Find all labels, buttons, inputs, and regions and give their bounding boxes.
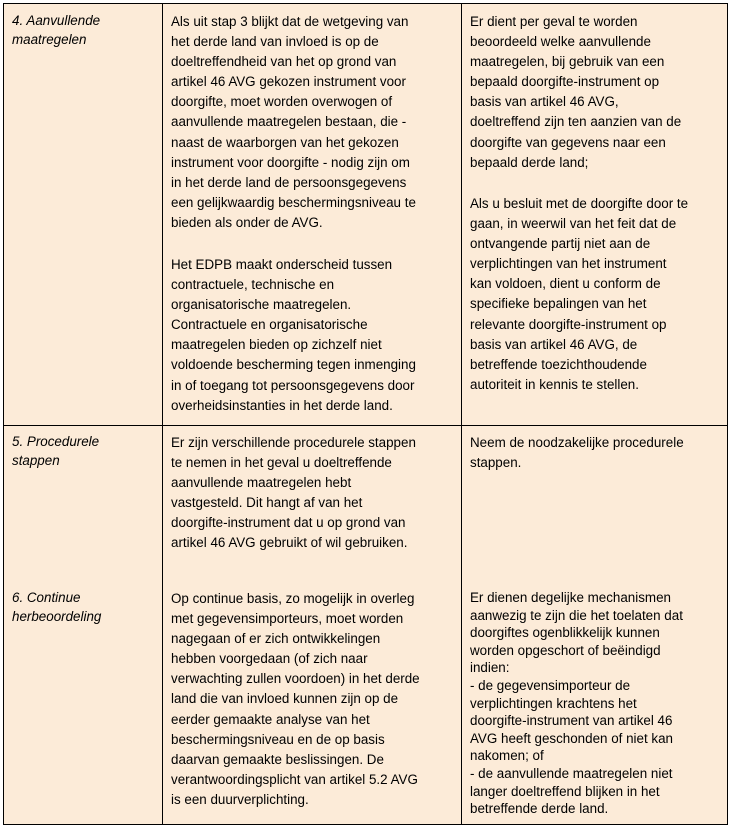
measures-table xyxy=(3,3,728,825)
row-description-continue-herbeoordeling: Op continue basis, zo mogelijk in overleg met gegevensimporteurs, moet worden nagegaan of er zich ontwikkelingen hebben voorgedaan (of zich naar verwachting zullen voordoen) in het derde land die van invloed kunnen zijn op de eerder gemaakte analyse van het beschermingsniveau en de op basis daarvan gemaakte beslissingen. De verantwoordingsplicht van artikel 5.2 AVG is een duurverplichting. xyxy=(171,591,420,807)
row-label-procedurele-stappen: 5. Procedurele stappen xyxy=(12,434,100,468)
column-divider xyxy=(461,4,462,824)
row-label-continue-herbeoordeling: 6. Continue herbeoordeling xyxy=(12,590,102,624)
row-action-procedurele-stappen: Neem de noodzakelijke procedurele stappen. xyxy=(470,435,684,471)
row-action-continue-herbeoordeling: Er dienen degelijke mechanismen aanwezig te zijn die het toelaten dat doorgiftes ogenblikkelijk kunnen worden opgeschort of beëindigd indien: - de gegevensimporteur de verplichtingen krachtens het doorgifte-instrument van artikel 46 AVG heeft geschonden of niet kan nakomen; of - de aanvullende maatregelen niet langer doeltreffend blijken in het betreffende derde land. xyxy=(470,590,683,817)
row-divider xyxy=(4,425,727,426)
column-divider xyxy=(162,4,163,824)
row-description-procedurele-stappen: Er zijn verschillende procedurele stappen te nemen in het geval u doeltreffende aanvullende maatregelen hebt vastgesteld. Dit hangt af van het doorgifte-instrument dat u op grond van artikel 46 AVG gebruikt of wil gebruiken. xyxy=(171,435,416,551)
row-description-aanvullende-maatregelen: Als uit stap 3 blijkt dat de wetgeving van het derde land van invloed is op de doeltreffendheid van het op grond van artikel 46 AVG gekozen instrument voor doorgifte, moet worden overwogen of aanvullende maatregelen bestaan, die - naast de waarborgen van het gekozen instrument voor doorgifte - nodig zijn om in het derde land de persoonsgegevens een gelijkwaardig beschermingsniveau te bieden als onder de AVG. xyxy=(171,14,416,230)
row-label-aanvullende-maatregelen: 4. Aanvullende maatregelen xyxy=(12,13,101,47)
row-action-toezichthoudende-autoriteit: Als u besluit met de doorgifte door te gaan, in weerwil van het feit dat de ontvangende partij niet aan de verplichtingen van het instrument kan voldoen, dient u conform de specifieke bepalingen van het relevante doorgifte-instrument op basis van artikel 46 AVG, de betreffende toezichthoudende autoriteit in kennis te stellen. xyxy=(470,196,689,392)
row-action-aanvullende-maatregelen: Er dient per geval te worden beoordeeld welke aanvullende maatregelen, bij gebruik van een bepaald doorgifte-instrument op basis van artikel 46 AVG, doeltreffend zijn ten aanzien van de doorgifte van gegevens naar een bepaald derde land; xyxy=(470,14,682,170)
row-description-edpb-maatregelen: Het EDPB maakt onderscheid tussen contractuele, technische en organisatorische maatregelen. Contractuele en organisatorische maatregelen bieden op zichzelf niet voldoende bescherming tegen inmenging in of toegang tot persoonsgegevens door overheidsinstanties in het derde land. xyxy=(171,257,416,413)
